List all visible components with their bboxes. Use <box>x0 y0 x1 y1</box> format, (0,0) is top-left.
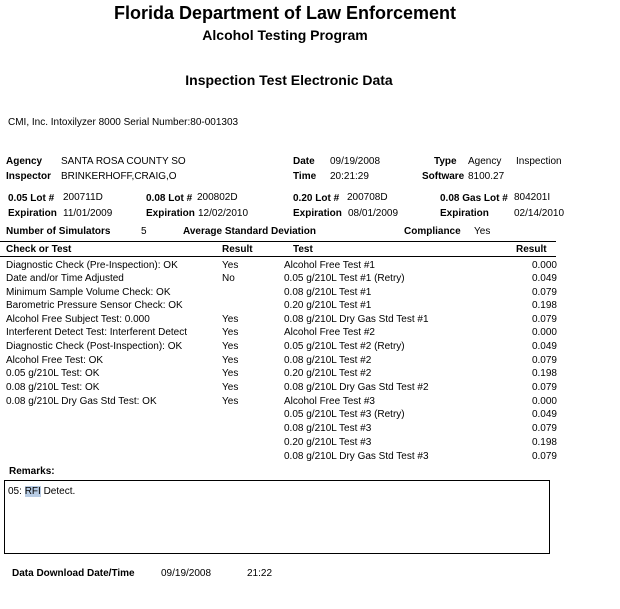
row-result: No <box>222 273 235 284</box>
table-row: 0.20 g/210L Test #3 <box>284 437 372 448</box>
page-subtitle: Alcohol Testing Program <box>202 27 368 43</box>
col-header-result-right: Result <box>516 244 547 255</box>
software-value: 8100.27 <box>468 171 505 182</box>
date-value: 09/19/2008 <box>330 156 381 167</box>
lot-020-value: 200708D <box>347 192 388 203</box>
col-header-result-left: Result <box>222 244 253 255</box>
compliance-value: Yes <box>474 226 491 237</box>
row-result: Yes <box>222 327 239 338</box>
time-label: Time <box>293 171 317 182</box>
type-label: Type <box>434 156 457 167</box>
divider-top <box>0 241 556 242</box>
instrument-serial: CMI, Inc. Intoxilyzer 8000 Serial Number:80-001303 <box>8 117 239 128</box>
table-row: Alcohol Free Test #2 <box>284 327 375 338</box>
row-result: 0.079 <box>531 451 557 462</box>
row-result: Yes <box>222 260 239 271</box>
table-row: 0.20 g/210L Test #2 <box>284 368 372 379</box>
row-result: Yes <box>222 341 239 352</box>
page-title: Florida Department of Law Enforcement <box>113 3 457 23</box>
table-row: 0.08 g/210L Dry Gas Std Test #3 <box>284 451 429 462</box>
time-value: 20:21:29 <box>330 171 369 182</box>
table-row: Date and/or Time Adjusted <box>6 273 124 284</box>
col-header-check: Check or Test <box>6 244 72 255</box>
table-row: Alcohol Free Test #3 <box>284 396 375 407</box>
row-result: 0.049 <box>531 273 557 284</box>
table-row: Interferent Detect Test: Interferent Detect <box>6 327 188 338</box>
row-result: 0.000 <box>531 327 557 338</box>
row-result: 0.049 <box>531 341 557 352</box>
exp-020-value: 08/01/2009 <box>348 208 399 219</box>
row-result: 0.198 <box>531 437 557 448</box>
avg-std-dev-label: Average Standard Deviation <box>183 226 317 237</box>
table-row: 0.08 g/210L Dry Gas Std Test #1 <box>284 314 429 325</box>
table-row: Alcohol Free Test #1 <box>284 260 375 271</box>
type-value-inspection: Inspection <box>516 156 562 167</box>
lot-005-value: 200711D <box>63 192 103 203</box>
table-row: 0.08 g/210L Test #3 <box>284 423 372 434</box>
report-title: Inspection Test Electronic Data <box>185 72 393 88</box>
agency-label: Agency <box>6 156 43 167</box>
table-row: 0.08 g/210L Test #1 <box>284 287 372 298</box>
row-result: 0.198 <box>531 300 557 311</box>
exp-gas-value: 02/14/2010 <box>514 208 565 219</box>
row-result: 0.049 <box>531 409 557 420</box>
lot-005-label: 0.05 Lot # <box>8 193 55 204</box>
row-result: Yes <box>222 355 239 366</box>
table-row: Diagnostic Check (Post-Inspection): OK <box>6 341 183 352</box>
lot-008-label: 0.08 Lot # <box>146 193 193 204</box>
download-date: 09/19/2008 <box>161 568 212 579</box>
row-result: 0.079 <box>531 423 557 434</box>
download-label: Data Download Date/Time <box>12 568 135 579</box>
remarks-prefix: 05: <box>8 486 25 497</box>
type-value: Agency <box>468 156 502 167</box>
row-result: Yes <box>222 368 239 379</box>
remarks-text <box>8 486 75 497</box>
agency-value: SANTA ROSA COUNTY SO <box>61 156 186 167</box>
row-result: 0.079 <box>531 314 557 325</box>
table-row: 0.05 g/210L Test #2 (Retry) <box>284 341 405 352</box>
table-row: 0.20 g/210L Test #1 <box>284 300 372 311</box>
lot-020-label: 0.20 Lot # <box>293 193 340 204</box>
gas-lot-label: 0.08 Gas Lot # <box>440 193 508 204</box>
download-time: 21:22 <box>247 568 273 579</box>
remarks-box <box>4 480 550 554</box>
table-row: 0.08 g/210L Test: OK <box>6 382 100 393</box>
table-row: 0.08 g/210L Dry Gas Std Test #2 <box>284 382 429 393</box>
compliance-label: Compliance <box>404 226 461 237</box>
row-result: Yes <box>222 396 239 407</box>
table-row: Alcohol Free Test: OK <box>6 355 104 366</box>
row-result: Yes <box>222 382 239 393</box>
table-row: Minimum Sample Volume Check: OK <box>6 287 171 298</box>
row-result: 0.079 <box>531 287 557 298</box>
row-result: Yes <box>222 314 239 325</box>
table-row: 0.05 g/210L Test #3 (Retry) <box>284 409 405 420</box>
remarks-highlight: RFI <box>24 486 41 497</box>
table-row: 0.08 g/210L Test #2 <box>284 355 372 366</box>
col-header-test: Test <box>293 244 313 255</box>
simulators-value: 5 <box>141 226 147 237</box>
table-row: Barometric Pressure Sensor Check: OK <box>6 300 183 311</box>
exp-008-label: Expiration <box>146 208 195 219</box>
remarks-label: Remarks: <box>9 466 55 477</box>
date-label: Date <box>293 156 315 167</box>
software-label: Software <box>422 171 465 182</box>
exp-008-value: 12/02/2010 <box>198 208 249 219</box>
exp-020-label: Expiration <box>293 208 342 219</box>
table-row: 0.08 g/210L Dry Gas Std Test: OK <box>6 396 157 407</box>
exp-005-value: 11/01/2009 <box>63 208 113 219</box>
gas-lot-value: 804201I <box>514 192 551 203</box>
row-result: 0.198 <box>531 368 557 379</box>
exp-gas-label: Expiration <box>440 208 489 219</box>
row-result: 0.000 <box>531 260 557 271</box>
table-row: Diagnostic Check (Pre-Inspection): OK <box>6 260 178 271</box>
row-result: 0.000 <box>531 396 557 407</box>
table-row: Alcohol Free Subject Test: 0.000 <box>6 314 150 325</box>
inspector-value: BRINKERHOFF,CRAIG,O <box>61 171 177 182</box>
remarks-suffix: Detect. <box>40 486 76 497</box>
simulators-label: Number of Simulators <box>6 226 111 237</box>
divider-header <box>0 256 556 257</box>
row-result: 0.079 <box>531 382 557 393</box>
exp-005-label: Expiration <box>8 208 57 219</box>
table-row: 0.05 g/210L Test #1 (Retry) <box>284 273 405 284</box>
lot-008-value: 200802D <box>197 192 238 203</box>
table-row: 0.05 g/210L Test: OK <box>6 368 100 379</box>
inspector-label: Inspector <box>6 171 52 182</box>
row-result: 0.079 <box>531 355 557 366</box>
